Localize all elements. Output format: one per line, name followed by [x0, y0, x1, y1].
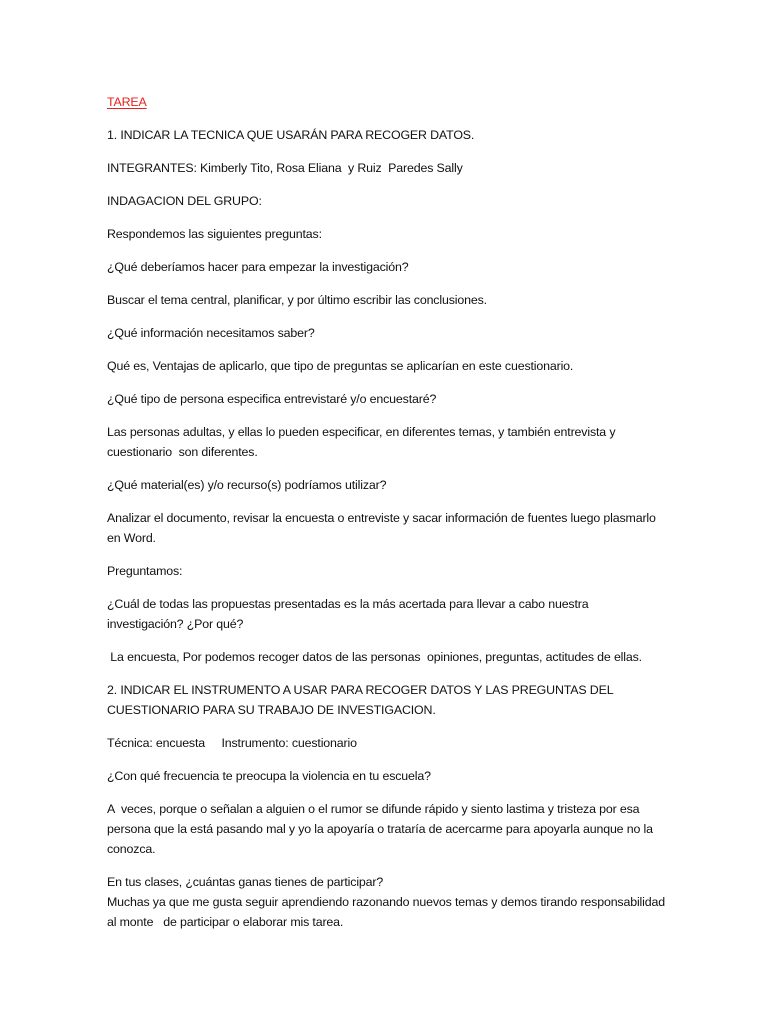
technique-instrument-line: Técnica: encuesta Instrumento: cuestionario — [107, 736, 357, 750]
answer-5: La encuesta, Por podemos recoger datos de las personas opiniones, preguntas, actitudes de ellas. — [107, 650, 642, 664]
survey-answer-1: A veces, porque o señalan a alguien o el rumor se difunde rápido y siento lastima y tristeza por esa persona que la está pasando mal y yo la apoyaría o trataría de acercarme para apoyarla aunque no la conozca. — [107, 802, 657, 856]
survey-question-2: En tus clases, ¿cuántas ganas tienes de participar? — [107, 875, 384, 889]
answer-3: Las personas adultas, y ellas lo pueden especificar, en diferentes temas, y también entrevista y cuestionario son diferentes. — [107, 425, 619, 459]
survey-question-1: ¿Con qué frecuencia te preocupa la violencia en tu escuela? — [107, 769, 431, 783]
group-inquiry-heading: INDAGACION DEL GRUPO: — [107, 194, 262, 208]
answer-2: Qué es, Ventajas de aplicarlo, que tipo de preguntas se aplicarían en este cuestionario. — [107, 359, 574, 373]
team-members: INTEGRANTES: Kimberly Tito, Rosa Eliana y Ruiz Paredes Sally — [107, 161, 463, 175]
answer-4: Analizar el documento, revisar la encuesta o entreviste y sacar información de fuentes luego plasmarlo en Word. — [107, 511, 660, 545]
answer-1: Buscar el tema central, planificar, y por último escribir las conclusiones. — [107, 293, 487, 307]
question-3: ¿Qué tipo de persona especifica entrevistaré y/o encuestaré? — [107, 392, 437, 406]
document-body — [107, 92, 667, 945]
asked-heading: Preguntamos: — [107, 564, 183, 578]
questions-intro: Respondemos las siguientes preguntas: — [107, 227, 322, 241]
section-heading-instrument: 2. INDICAR EL INSTRUMENTO A USAR PARA RECOGER DATOS Y LAS PREGUNTAS DEL CUESTIONARIO PARA SU TRABAJO DE INVESTIGACION. — [107, 683, 617, 717]
survey-answer-2: Muchas ya que me gusta seguir aprendiendo razonando nuevos temas y demos tirando responsabilidad al monte de participar o elaborar mis tarea. — [107, 895, 669, 929]
question-2: ¿Qué información necesitamos saber? — [107, 326, 315, 340]
section-heading-technique: 1. INDICAR LA TECNICA QUE USARÁN PARA RECOGER DATOS. — [107, 128, 475, 142]
question-4: ¿Qué material(es) y/o recurso(s) podríamos utilizar? — [107, 478, 387, 492]
document-title: TAREA — [107, 95, 147, 109]
question-1: ¿Qué deberíamos hacer para empezar la investigación? — [107, 260, 409, 274]
question-5: ¿Cuál de todas las propuestas presentadas es la más acertada para llevar a cabo nuestra investigación? ¿Por qué? — [107, 597, 592, 631]
